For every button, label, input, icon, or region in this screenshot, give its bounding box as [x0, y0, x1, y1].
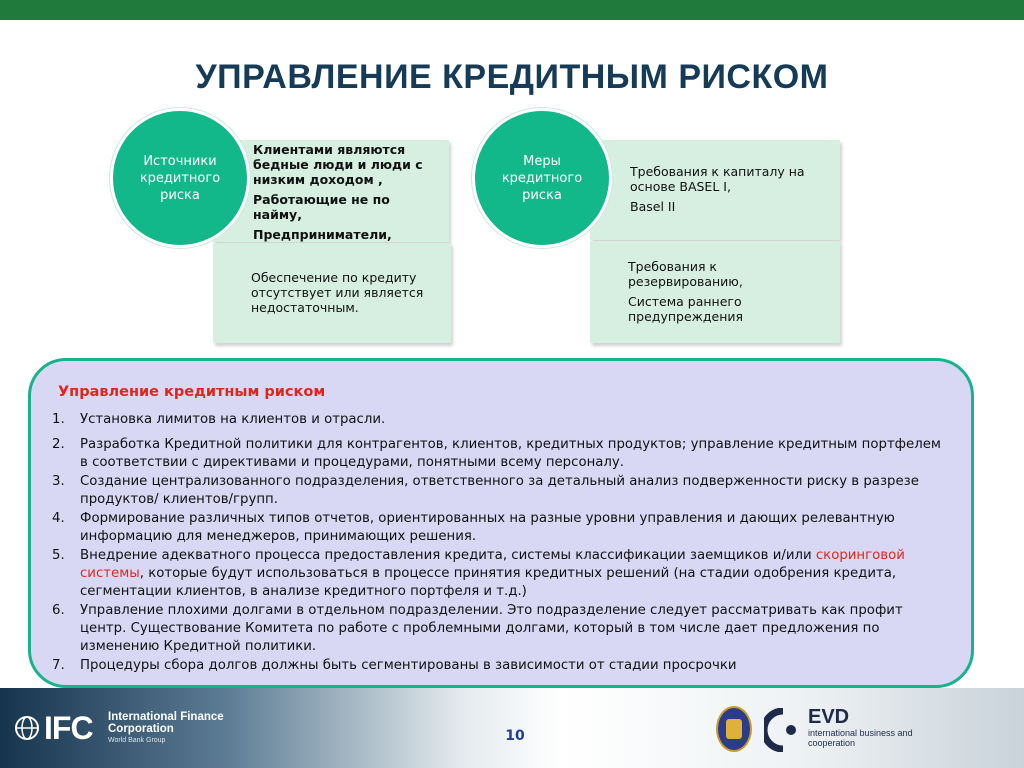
list-text: Установка лимитов на клиентов и отрасли. — [80, 412, 386, 427]
list-text: Разработка Кредитной политики для контрагентов, клиентов, кредитных продуктов; управление кредитным портфелем в соответствии с директивами и процедурами, понятными всему персоналу. — [80, 437, 941, 470]
measures-item: Требования к капиталу на основе BASEL I, — [630, 164, 805, 194]
list-number: 1. — [52, 412, 65, 427]
ifc-subtitle: World Bank Group — [108, 737, 166, 744]
list-item — [50, 436, 950, 472]
risk-measures-circle — [472, 108, 612, 248]
scoring-system-highlight: скоринговой системы — [80, 548, 905, 581]
ifc-logo — [14, 708, 244, 748]
globe-icon — [14, 715, 40, 741]
reserves-list — [628, 259, 818, 329]
sources-item: Работающие не по найму, — [253, 192, 390, 222]
measures-top-panel — [590, 140, 840, 240]
evd-logo-icon — [764, 708, 802, 752]
list-item — [50, 473, 950, 509]
list-item — [50, 510, 950, 546]
list-number: 3. — [52, 474, 65, 489]
sources-bottom-panel — [213, 243, 451, 343]
list-text: Формирование различных типов отчетов, ориентированных на разные уровни управления и дающих релевантную информацию для менеджеров, принимающих решения. — [80, 511, 895, 544]
page-number: 10 — [505, 728, 525, 744]
measures-item: Basel II — [630, 199, 676, 214]
coat-of-arms-icon — [716, 706, 752, 752]
sources-item: Предприниматели, — [253, 227, 392, 242]
collateral-text: Обеспечение по кредиту отсутствует или является недостаточным. — [251, 270, 424, 315]
evd-wordmark: EVD — [808, 706, 850, 728]
evd-subtitle: international business and cooperation — [808, 728, 913, 748]
credit-risk-heading: Управление кредитным риском — [58, 384, 326, 400]
sources-item: Клиентами являются бедные люди и люди с низким доходом , — [253, 142, 423, 187]
ifc-full-name: International Finance Corporation — [108, 711, 224, 735]
ifc-wordmark: IFC — [44, 710, 93, 746]
measures-bottom-panel — [590, 241, 840, 343]
list-text — [80, 548, 905, 599]
list-text-part: , которые будут использоваться в процессе принятия кредитных решений (на стадии одобрения кредита, сегментации клиентов, в анализе кредитного портфеля и т.д.) — [80, 566, 897, 599]
list-item — [50, 547, 950, 601]
risk-sources-circle — [110, 108, 250, 248]
reserves-item: Требования к резервированию, — [628, 259, 743, 289]
list-number: 4. — [52, 511, 65, 526]
list-text: Процедуры сбора долгов должны быть сегментированы в зависимости от стадии просрочки — [80, 658, 737, 673]
list-number: 6. — [52, 603, 65, 618]
top-accent-bar — [0, 0, 1024, 20]
risk-measures-label: Меры кредитного риска — [501, 153, 583, 203]
measures-list — [630, 164, 830, 219]
list-number: 2. — [52, 437, 65, 452]
reserves-item: Система раннего предупреждения — [628, 294, 744, 324]
list-number: 5. — [52, 548, 65, 563]
page-title: УПРАВЛЕНИЕ КРЕДИТНЫМ РИСКОМ — [195, 58, 829, 96]
list-number: 7. — [52, 658, 65, 673]
list-item — [50, 602, 950, 656]
risk-sources-label: Источники кредитного риска — [139, 153, 221, 203]
list-text: Создание централизованного подразделения, ответственного за детальный анализ подверженности риску в разрезе продуктов/ клиентов/групп. — [80, 474, 919, 507]
list-item — [50, 657, 950, 675]
credit-risk-steps — [50, 411, 950, 676]
list-item — [50, 411, 950, 429]
list-text: Управление плохими долгами в отдельном подразделении. Это подразделение следует рассматривать как профит центр. Существование Комитета по работе с проблемными долгами, который в том числе дает предложения по изменению Кредитной политики. — [80, 603, 903, 654]
list-text-part: Внедрение адекватного процесса предоставления кредита, системы классификации заемщиков и/или — [80, 548, 816, 563]
